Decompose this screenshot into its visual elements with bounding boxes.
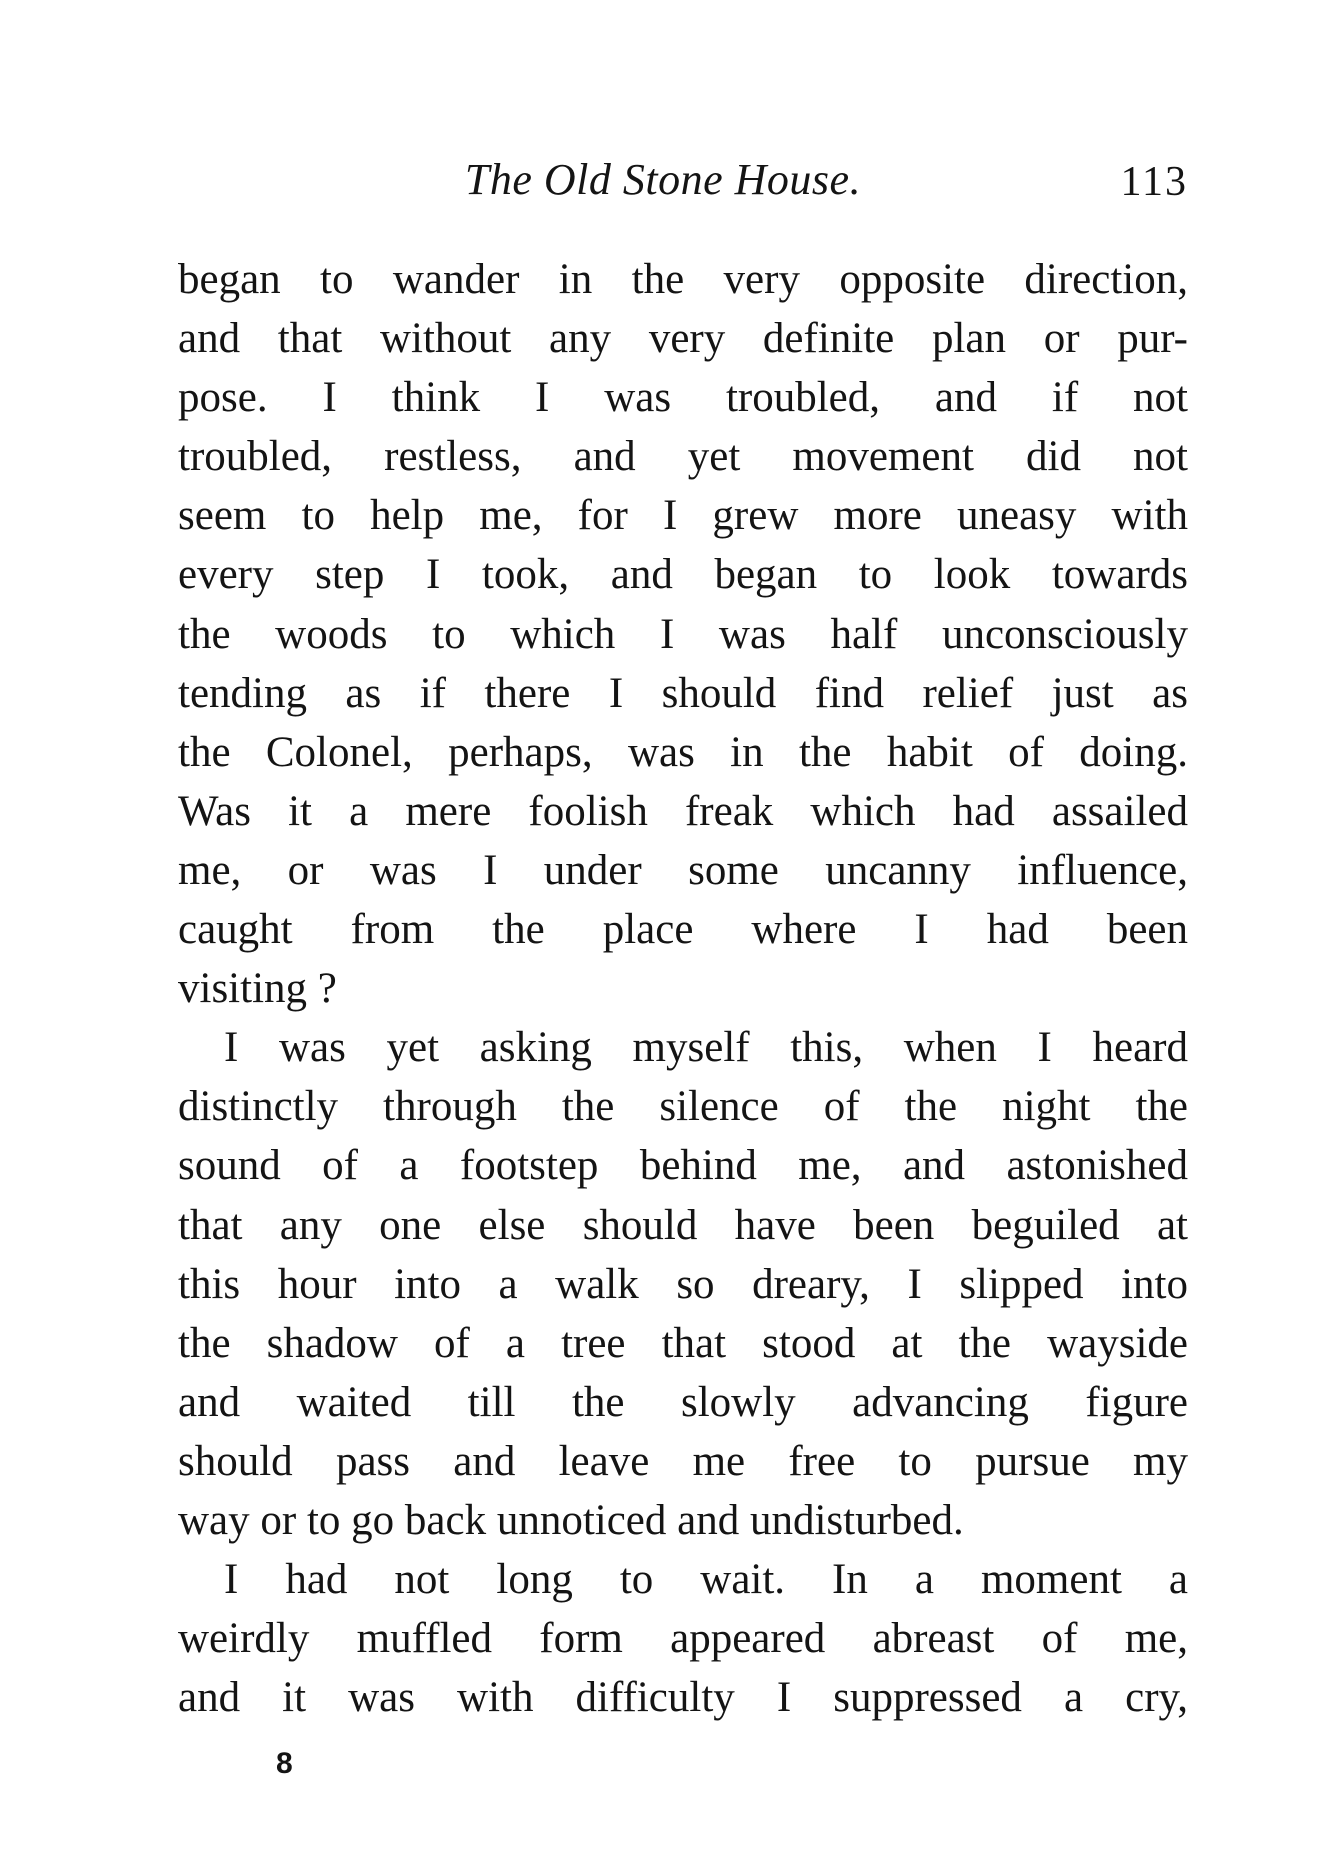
text-line: sound of a footstep behind me, and astonished <box>178 1142 1188 1190</box>
text-line: way or to go back unnoticed and undisturbed. <box>178 1496 964 1544</box>
text-line: I had not long to wait. In a moment a <box>224 1556 1188 1604</box>
text-line: the shadow of a tree that stood at the wayside <box>178 1319 1188 1367</box>
paragraph-1 <box>178 250 1188 1018</box>
text-line: and waited till the slowly advancing figure <box>178 1378 1188 1426</box>
text-line: tending as if there I should find relief just as <box>178 669 1188 717</box>
text-line: distinctly through the silence of the night the <box>178 1083 1188 1131</box>
paragraph-3 <box>178 1550 1188 1727</box>
text-line: seem to help me, for I grew more uneasy with <box>178 492 1188 540</box>
text-line: and it was with difficulty I suppressed a cry, <box>178 1674 1188 1722</box>
paragraph-2 <box>178 1018 1188 1550</box>
text-line: the Colonel, perhaps, was in the habit of doing. <box>178 728 1188 776</box>
text-line: should pass and leave me free to pursue my <box>178 1437 1188 1485</box>
running-title: The Old Stone House. <box>464 155 862 204</box>
text-line: caught from the place where I had been <box>178 906 1188 954</box>
running-head <box>178 152 1188 208</box>
text-line: visiting ? <box>178 965 337 1013</box>
text-line: every step I took, and began to look towards <box>178 551 1188 599</box>
text-line: I was yet asking myself this, when I heard <box>224 1024 1188 1072</box>
text-line: troubled, restless, and yet movement did not <box>178 433 1188 481</box>
text-line: the woods to which I was half unconsciously <box>178 610 1188 658</box>
text-line: Was it a mere foolish freak which had assailed <box>178 787 1188 835</box>
text-line: that any one else should have been beguiled at <box>178 1201 1188 1249</box>
text-line: pose. I think I was troubled, and if not <box>178 374 1188 422</box>
signature-mark: 8 <box>276 1747 293 1780</box>
text-line: began to wander in the very opposite direction, <box>178 256 1188 303</box>
text-line: and that without any very definite plan or pur- <box>178 315 1188 363</box>
text-line: this hour into a walk so dreary, I slipped into <box>178 1260 1188 1308</box>
text-body <box>178 250 1188 1727</box>
text-line: me, or was I under some uncanny influence, <box>178 846 1188 894</box>
page-number: 113 <box>1120 159 1188 205</box>
text-line: weirdly muffled form appeared abreast of me, <box>178 1615 1188 1663</box>
